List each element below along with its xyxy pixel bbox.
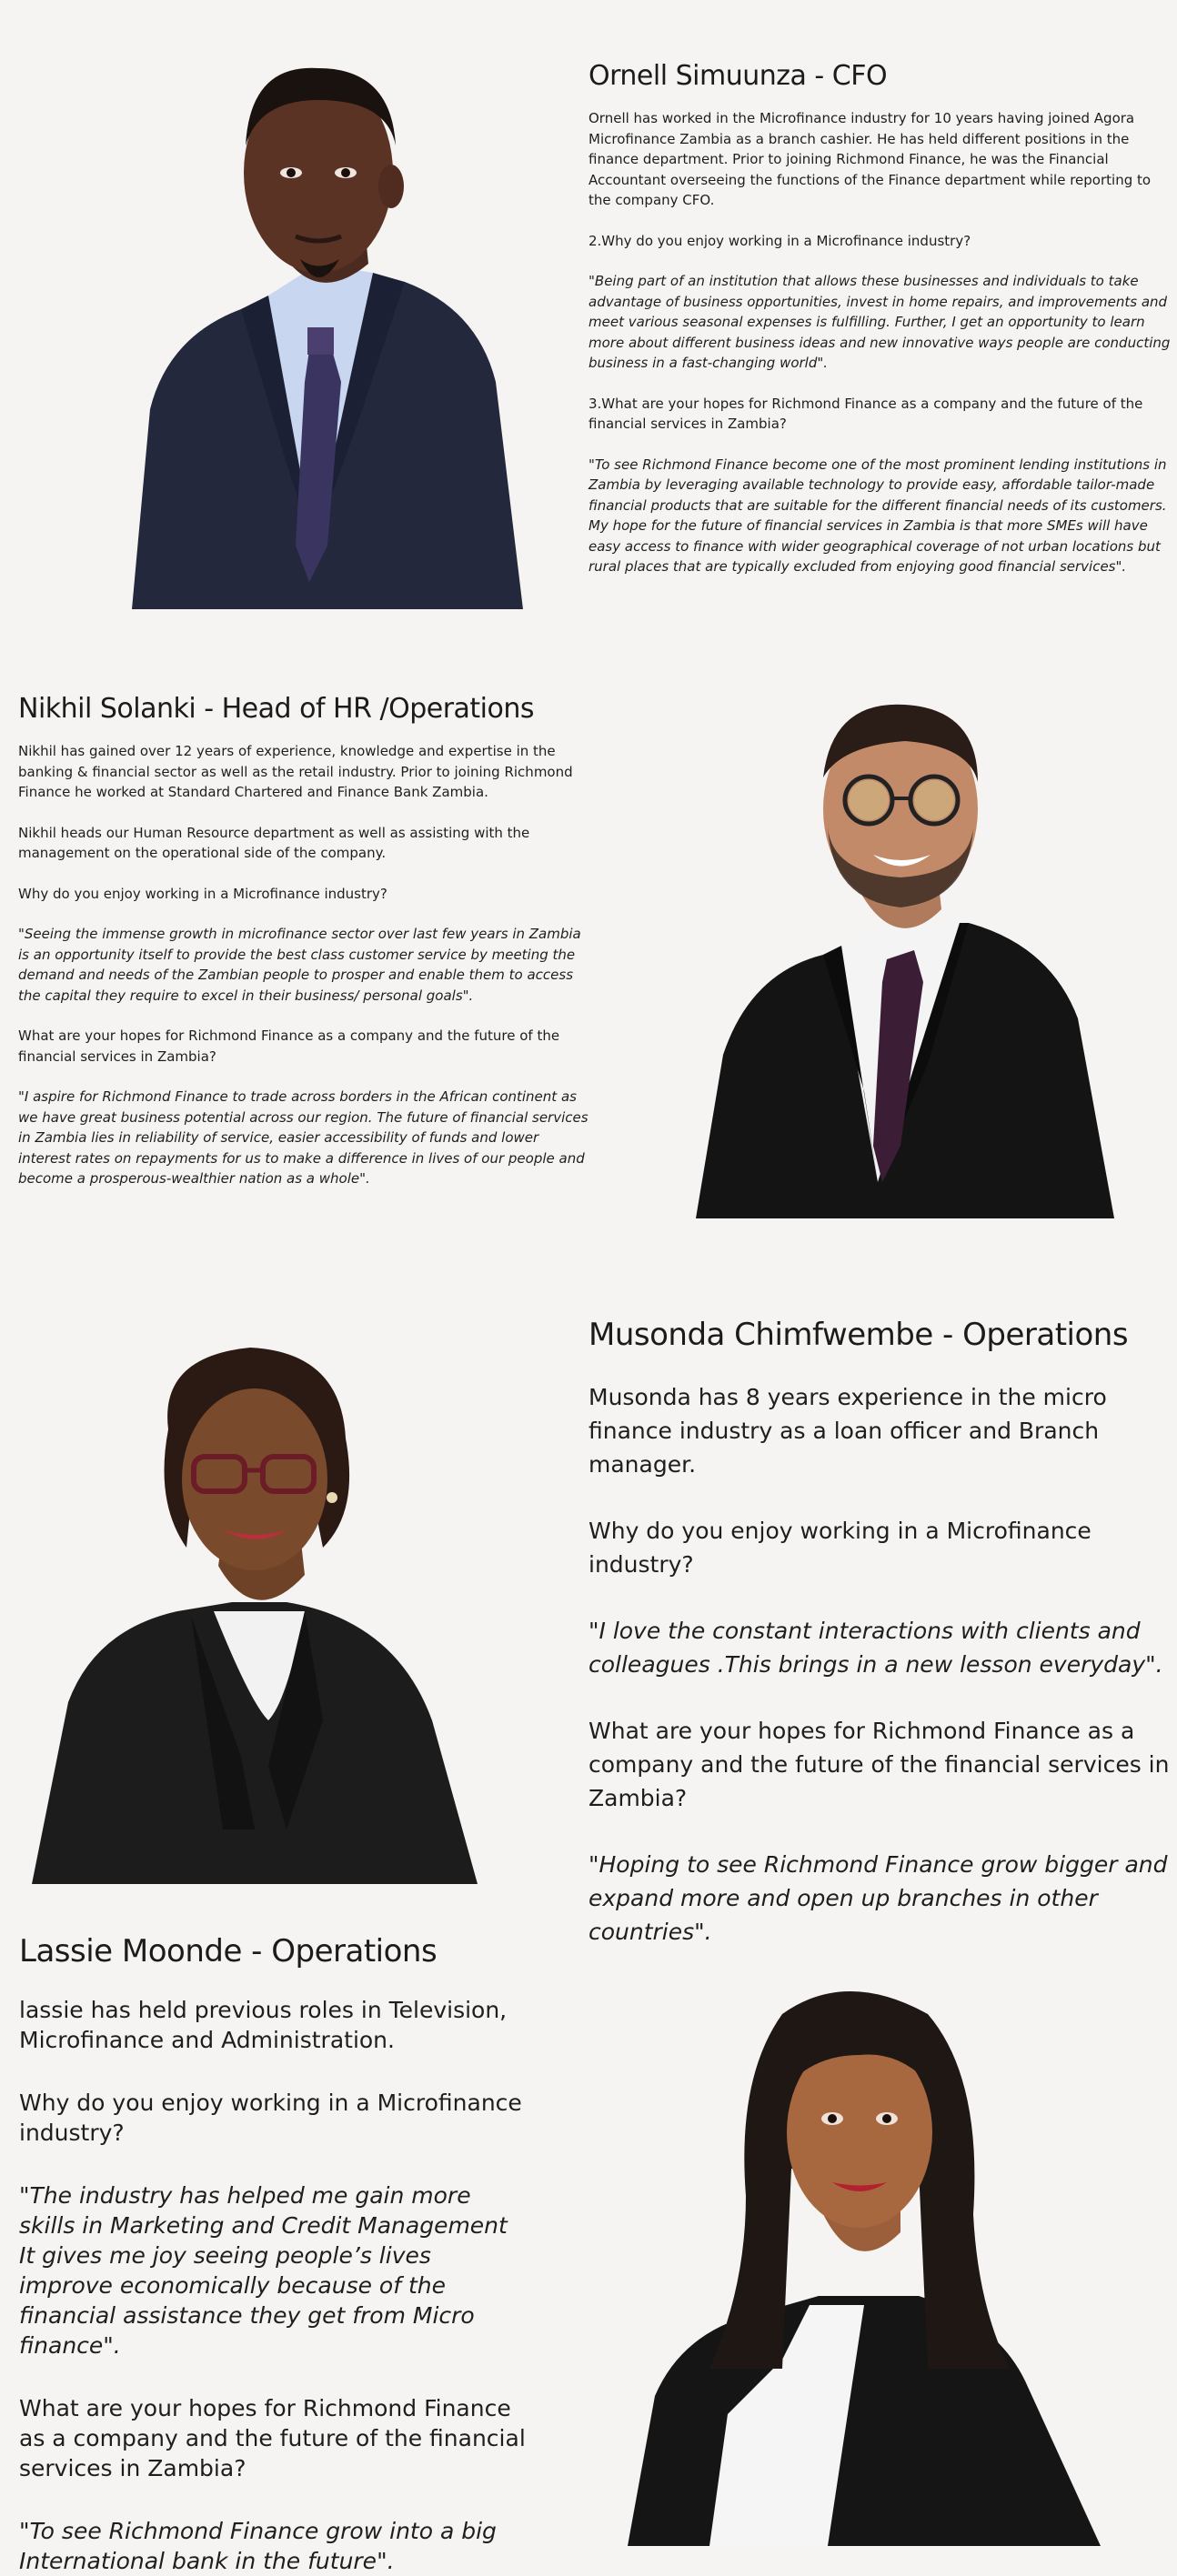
profile-lassie bbox=[0, 1891, 1177, 2574]
bio-paragraph: lassie has held previous roles in Television, Microfinance and Administration. bbox=[19, 1997, 508, 2053]
answer-enjoy: "Being part of an institution that allows these businesses and individuals to take advantage of business opportunities, invest in home repairs, and improvements and meet various seasonal expenses is fulfilling. Further, I get an opportunity to learn more about different business ideas and new innovative ways people are conducting business in a fast-changing world". bbox=[588, 273, 1171, 371]
answer-hopes: "To see Richmond Finance become one of the most prominent lending institutions in Zambia by leveraging available technology to provide easy, affordable tailor-made financial products that are suitable for the different financial needs of its customers. My hope for the future of financial services in Zambia is that more SMEs will have easy access to finance with wider geographical coverage of not urban locations but rural places that are typically excluded from enjoying good financial services". bbox=[588, 456, 1167, 575]
lassie-portrait bbox=[628, 1978, 1101, 2546]
answer-hopes: "I aspire for Richmond Finance to trade across borders in the African continent as we have great business potential across our region. The future of financial services in Zambia lies in reliability of service, easier accessibility of funds and lower interest rates on repayments for us to make a difference in lives of our people and become a prosperous-wealthier nation as a whole". bbox=[18, 1088, 588, 1187]
question-enjoy: 2.Why do you enjoy working in a Microfinance industry? bbox=[588, 232, 971, 249]
nikhil-bio bbox=[18, 693, 591, 1189]
profile-name: Lassie Moonde - Operations bbox=[19, 1933, 438, 1970]
question-enjoy: Why do you enjoy working in a Microfinance industry? bbox=[19, 2090, 522, 2146]
question-hopes: What are your hopes for Richmond Finance as a company and the future of the financial services in Zambia? bbox=[18, 1027, 560, 1065]
profile-name: Musonda Chimfwembe - Operations bbox=[588, 1317, 1129, 1353]
question-enjoy: Why do you enjoy working in a Microfinance industry? bbox=[588, 1518, 1091, 1578]
profile-name: Nikhil Solanki - Head of HR /Operations bbox=[18, 693, 535, 725]
bio-paragraph: Nikhil heads our Human Resource department as well as assisting with the management on the operational side of the company. bbox=[18, 824, 530, 861]
ornell-portrait bbox=[132, 36, 532, 609]
question-hopes: What are your hopes for Richmond Finance as a company and the future of the financial services in Zambia? bbox=[588, 1718, 1170, 1811]
bio-paragraph: Nikhil has gained over 12 years of experience, knowledge and expertise in the banking & financial sector as well as the retail industry. Prior to joining Richmond Finance he worked at Standard Chartered and Finance Bank Zambia. bbox=[18, 743, 573, 800]
bio-paragraph: Ornell has worked in the Microfinance industry for 10 years having joined Agora Microfinance Zambia as a branch cashier. He has held different positions in the finance department. Prior to joining Richmond Finance, he was the Financial Accountant overseeing the functions of the Finance department while reporting to the company CFO. bbox=[588, 110, 1152, 208]
bio-paragraph: Musonda has 8 years experience in the micro finance industry as a loan officer and Branch manager. bbox=[588, 1384, 1107, 1478]
answer-hopes: "Hoping to see Richmond Finance grow bigger and expand more and open up branches in other countries". bbox=[588, 1851, 1168, 1945]
answer-enjoy: "The industry has helped me gain more skills in Marketing and Credit Management It gives me joy seeing people’s lives improve economically because of the financial assistance they get from Micro finance". bbox=[19, 2182, 508, 2359]
musonda-portrait bbox=[32, 1338, 487, 1884]
profile-musonda bbox=[0, 1273, 1177, 1945]
answer-enjoy: "Seeing the immense growth in microfinance sector over last few years in Zambia is an opportunity itself to provide the best class customer service by meeting the demand and needs of the Zambian people to prosper and enable them to access the capital they require to excel in their business/ personal goals". bbox=[18, 926, 581, 1004]
lassie-bio bbox=[19, 1933, 528, 2576]
nikhil-portrait bbox=[696, 673, 1123, 1218]
profile-nikhil bbox=[0, 636, 1177, 1273]
profile-ornell bbox=[0, 0, 1177, 636]
answer-hopes: "To see Richmond Finance grow into a big International bank in the future". bbox=[19, 2518, 497, 2574]
question-hopes: 3.What are your hopes for Richmond Finance as a company and the future of the financial services in Zambia? bbox=[588, 395, 1143, 432]
musonda-bio bbox=[588, 1317, 1171, 1949]
ornell-bio bbox=[588, 60, 1171, 577]
profile-name: Ornell Simuunza - CFO bbox=[588, 60, 888, 92]
answer-enjoy: "I love the constant interactions with clients and colleagues .This brings in a new lesson everyday". bbox=[588, 1618, 1163, 1678]
question-hopes: What are your hopes for Richmond Finance as a company and the future of the financial services in Zambia? bbox=[19, 2395, 526, 2481]
question-enjoy: Why do you enjoy working in a Microfinance industry? bbox=[18, 885, 387, 902]
